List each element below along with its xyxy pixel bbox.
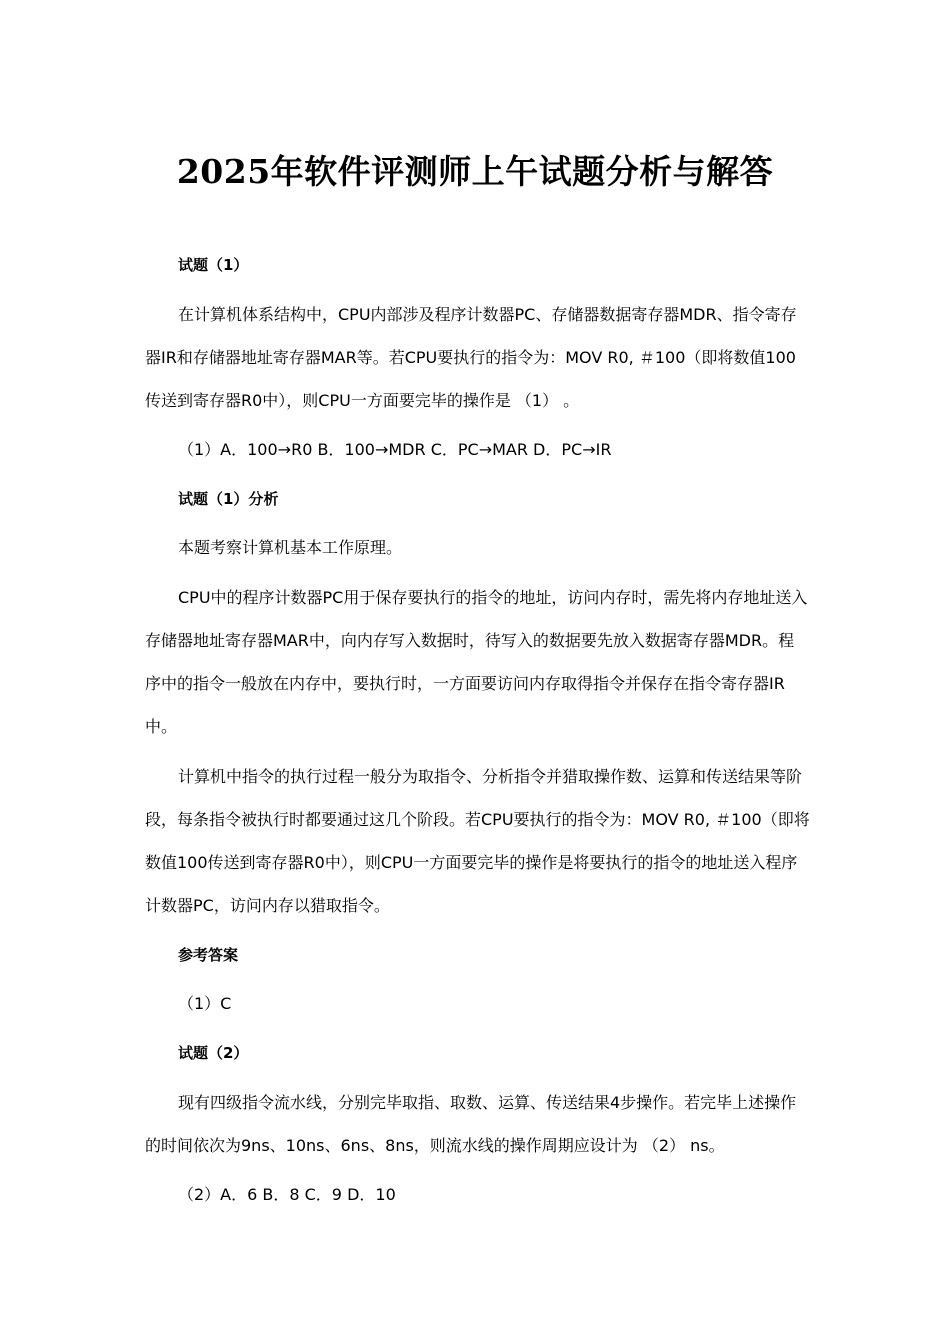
reference-answer-heading: 参考答案: [178, 946, 239, 964]
analysis-intro: 本题考察计算机基本工作原理。: [178, 538, 403, 557]
question-1-options: （1）A．100→R0 B．100→MDR C．PC→MAR D．PC→IR: [178, 440, 612, 459]
document-body: [145, 251, 810, 1230]
question-1-analysis-heading: 试题（1）分析: [178, 490, 279, 508]
question-2-heading: 试题（2）: [178, 1044, 249, 1062]
question-2-text: 现有四级指令流水线，分别完毕取指、取数、运算、传送结果4步操作。若完毕上述操作的时间依次为9ns、10ns、6ns、8ns，则流水线的操作周期应设计为 （2） ns。: [145, 1093, 797, 1155]
analysis-paragraph-1: CPU中的程序计数器PC用于保存要执行的指令的地址，访问内存时，需先将内存地址送入存储器地址寄存器MAR中，向内存写入数据时，待写入的数据要先放入数据寄存器MDR。程序中的指令一般放在内存中，要执行时，一方面要访问内存取得指令并保存在指令寄存器IR中。: [145, 588, 808, 736]
question-2-options: （2）A．6 B．8 C．9 D．10: [178, 1185, 396, 1204]
question-1-text: 在计算机体系结构中，CPU内部涉及程序计数器PC、存储器数据寄存器MDR、指令寄存器IR和存储器地址寄存器MAR等。若CPU要执行的指令为：MOV R0, ＃100（即将数值100传送到寄存器R0中），则CPU一方面要完毕的操作是 （1） 。: [145, 305, 797, 410]
reference-answer-1: （1）C: [178, 994, 232, 1013]
question-1-heading: 试题（1）: [178, 256, 249, 274]
document-title: 2025年软件评测师上午试题分析与解答: [176, 152, 774, 191]
analysis-paragraph-2: 计算机中指令的执行过程一般分为取指令、分析指令并猎取操作数、运算和传送结果等阶段，每条指令被执行时都要通过这几个阶段。若CPU要执行的指令为：MOV R0, ＃100（即将数值100传送到寄存器R0中），则CPU一方面要完毕的操作是将要执行的指令的地址送入程序计数器PC，访问内存以猎取指令。: [145, 767, 810, 915]
